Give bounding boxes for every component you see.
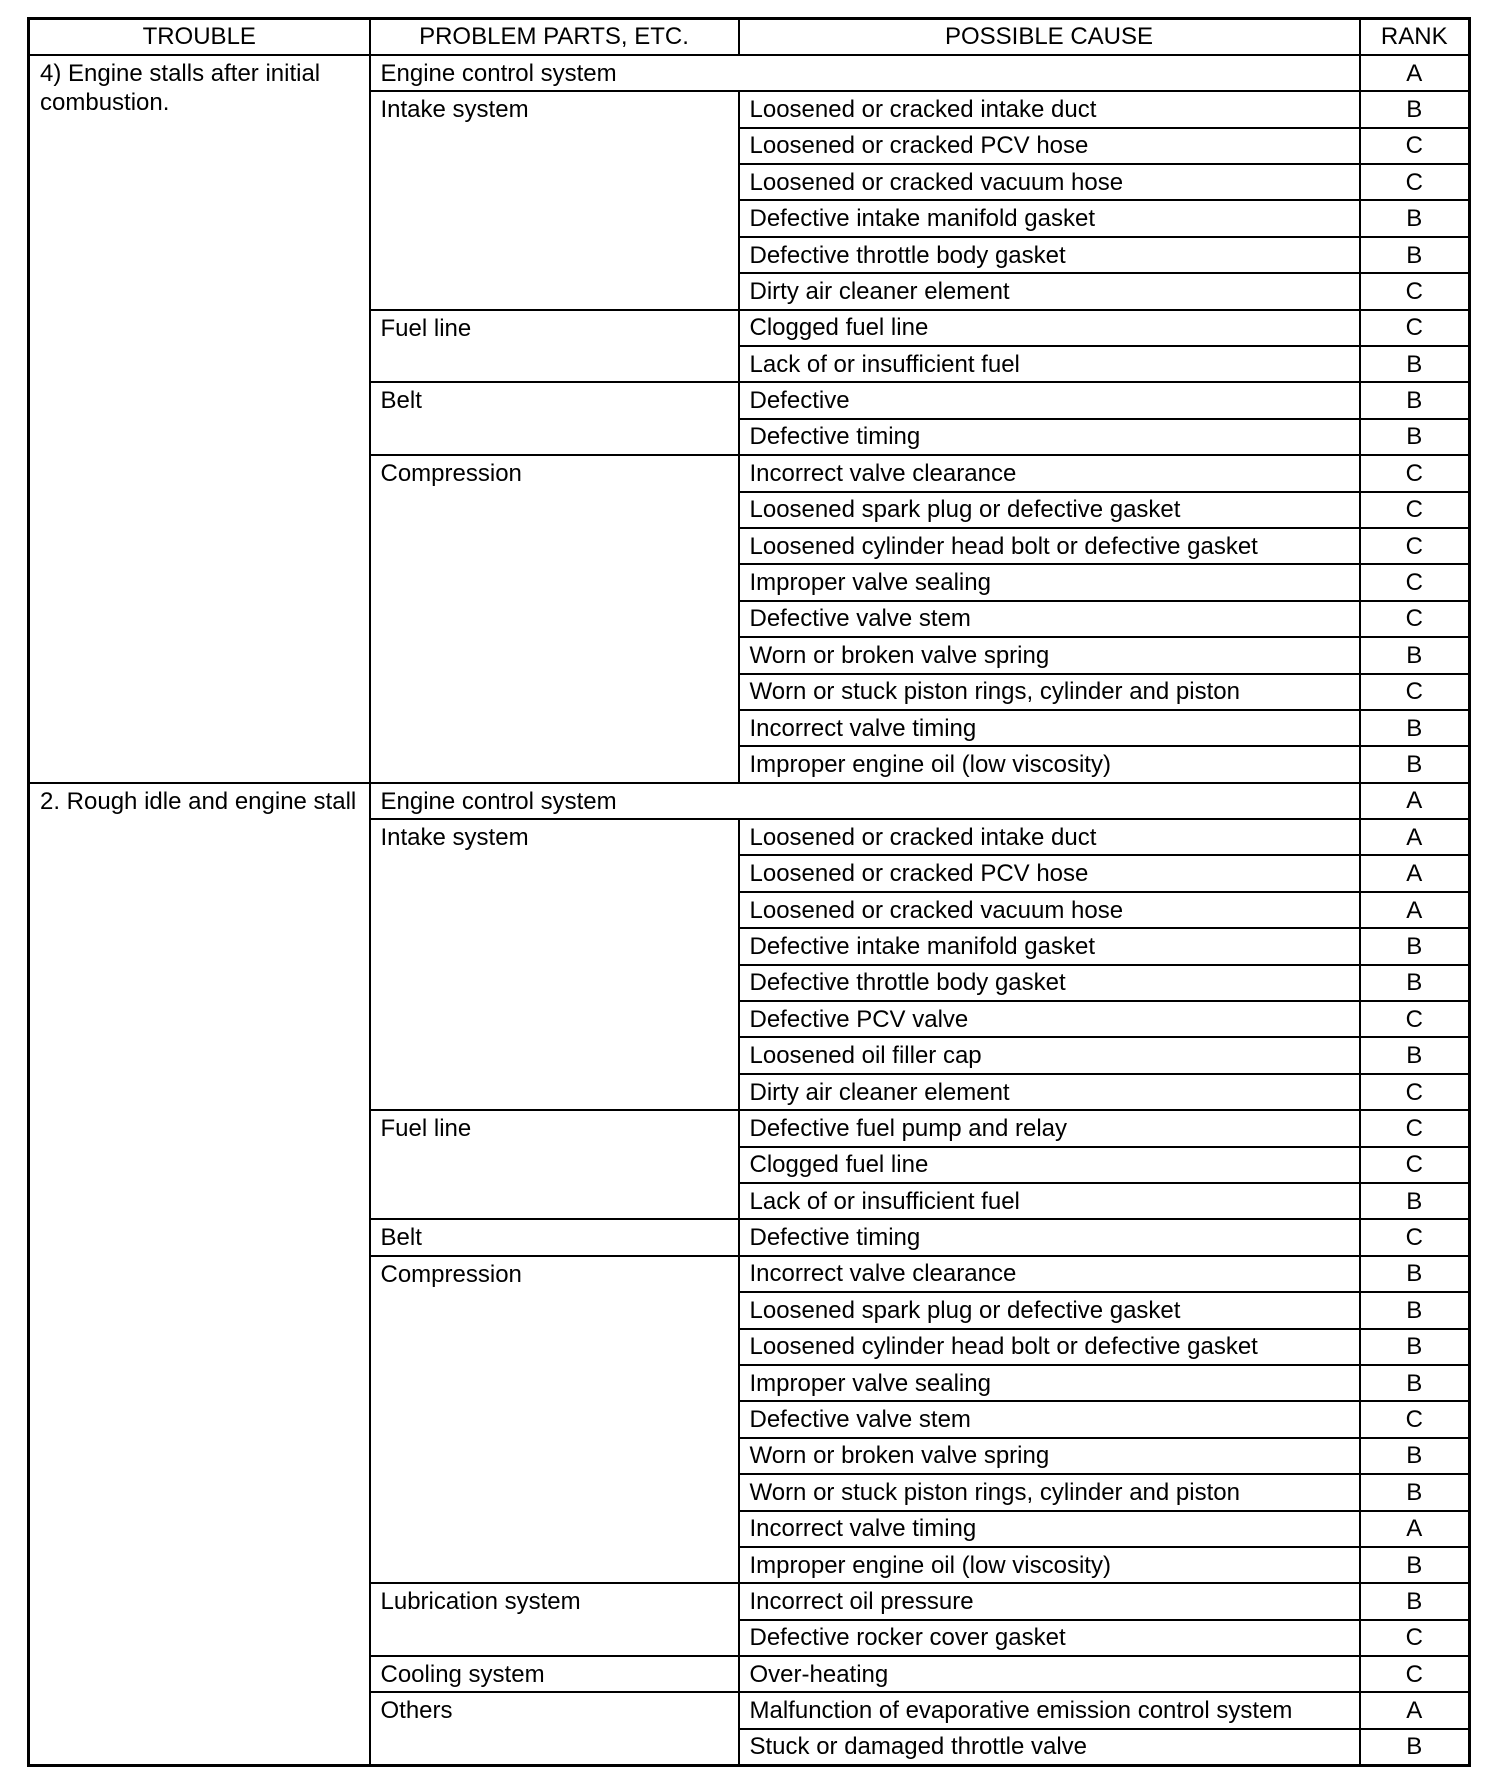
rank-cell: A	[1360, 855, 1470, 891]
rank-cell: C	[1360, 528, 1470, 564]
possible-cause-cell: Loosened or cracked PCV hose	[739, 855, 1360, 891]
possible-cause-cell: Malfunction of evaporative emission control system	[739, 1692, 1360, 1728]
rank-cell: B	[1360, 1365, 1470, 1401]
possible-cause-cell: Clogged fuel line	[739, 1147, 1360, 1183]
problem-part-cell: Belt	[370, 1219, 739, 1255]
rank-cell: B	[1360, 1438, 1470, 1474]
rank-cell: B	[1360, 1474, 1470, 1510]
problem-part-cell: Cooling system	[370, 1656, 739, 1692]
possible-cause-cell: Over-heating	[739, 1656, 1360, 1692]
possible-cause-cell: Defective throttle body gasket	[739, 965, 1360, 1001]
rank-cell: A	[1360, 783, 1470, 819]
rank-cell: C	[1360, 1219, 1470, 1255]
header-trouble: TROUBLE	[29, 19, 370, 55]
rank-cell: B	[1360, 200, 1470, 236]
problem-part-cell: Engine control system	[370, 55, 1360, 91]
possible-cause-cell: Loosened or cracked vacuum hose	[739, 164, 1360, 200]
rank-cell: C	[1360, 164, 1470, 200]
rank-cell: B	[1360, 91, 1470, 127]
rank-cell: B	[1360, 346, 1470, 382]
rank-cell: B	[1360, 1037, 1470, 1073]
possible-cause-cell: Loosened oil filler cap	[739, 1037, 1360, 1073]
diagnosis-table	[27, 17, 1471, 1767]
rank-cell: B	[1360, 746, 1470, 782]
problem-part-cell: Intake system	[370, 819, 739, 1110]
problem-part-cell: Fuel line	[370, 310, 739, 383]
rank-cell: B	[1360, 237, 1470, 273]
problem-part-cell: Others	[370, 1692, 739, 1765]
possible-cause-cell: Lack of or insufficient fuel	[739, 1183, 1360, 1219]
rank-cell: C	[1360, 1110, 1470, 1146]
rank-cell: B	[1360, 1547, 1470, 1583]
rank-cell: A	[1360, 819, 1470, 855]
possible-cause-cell: Improper engine oil (low viscosity)	[739, 746, 1360, 782]
possible-cause-cell: Defective valve stem	[739, 1401, 1360, 1437]
possible-cause-cell: Defective intake manifold gasket	[739, 928, 1360, 964]
problem-part-cell: Belt	[370, 382, 739, 455]
rank-cell: A	[1360, 1692, 1470, 1728]
possible-cause-cell: Loosened spark plug or defective gasket	[739, 492, 1360, 528]
problem-part-cell: Intake system	[370, 91, 739, 309]
rank-cell: B	[1360, 928, 1470, 964]
possible-cause-cell: Clogged fuel line	[739, 310, 1360, 346]
possible-cause-cell: Worn or broken valve spring	[739, 1438, 1360, 1474]
possible-cause-cell: Loosened cylinder head bolt or defective gasket	[739, 1329, 1360, 1365]
rank-cell: C	[1360, 1620, 1470, 1656]
rank-cell: C	[1360, 1001, 1470, 1037]
possible-cause-cell: Defective timing	[739, 419, 1360, 455]
possible-cause-cell: Improper valve sealing	[739, 564, 1360, 600]
possible-cause-cell: Loosened or cracked PCV hose	[739, 128, 1360, 164]
possible-cause-cell: Incorrect valve timing	[739, 710, 1360, 746]
header-problem-parts: PROBLEM PARTS, ETC.	[370, 19, 739, 55]
possible-cause-cell: Defective valve stem	[739, 601, 1360, 637]
possible-cause-cell: Incorrect valve clearance	[739, 455, 1360, 491]
table-row	[29, 55, 1470, 91]
table-body	[29, 55, 1470, 1765]
possible-cause-cell: Defective	[739, 382, 1360, 418]
problem-part-cell: Compression	[370, 455, 739, 783]
possible-cause-cell: Dirty air cleaner element	[739, 1074, 1360, 1110]
possible-cause-cell: Worn or stuck piston rings, cylinder and piston	[739, 674, 1360, 710]
rank-cell: B	[1360, 1729, 1470, 1765]
rank-cell: B	[1360, 1583, 1470, 1619]
possible-cause-cell: Loosened spark plug or defective gasket	[739, 1292, 1360, 1328]
possible-cause-cell: Incorrect valve timing	[739, 1511, 1360, 1547]
rank-cell: C	[1360, 1401, 1470, 1437]
header-row	[29, 19, 1470, 55]
possible-cause-cell: Improper engine oil (low viscosity)	[739, 1547, 1360, 1583]
rank-cell: C	[1360, 128, 1470, 164]
possible-cause-cell: Stuck or damaged throttle valve	[739, 1729, 1360, 1765]
possible-cause-cell: Defective intake manifold gasket	[739, 200, 1360, 236]
rank-cell: C	[1360, 273, 1470, 309]
header-rank: RANK	[1360, 19, 1470, 55]
possible-cause-cell: Defective timing	[739, 1219, 1360, 1255]
rank-cell: B	[1360, 1256, 1470, 1292]
trouble-cell: 4) Engine stalls after initial combustion.	[29, 55, 370, 783]
rank-cell: B	[1360, 1329, 1470, 1365]
possible-cause-cell: Defective throttle body gasket	[739, 237, 1360, 273]
problem-part-cell: Engine control system	[370, 783, 1360, 819]
rank-cell: B	[1360, 419, 1470, 455]
possible-cause-cell: Defective PCV valve	[739, 1001, 1360, 1037]
rank-cell: A	[1360, 892, 1470, 928]
table-row	[29, 783, 1470, 819]
problem-part-cell: Compression	[370, 1256, 739, 1584]
possible-cause-cell: Improper valve sealing	[739, 1365, 1360, 1401]
rank-cell: C	[1360, 1074, 1470, 1110]
possible-cause-cell: Defective rocker cover gasket	[739, 1620, 1360, 1656]
problem-part-cell: Fuel line	[370, 1110, 739, 1219]
rank-cell: B	[1360, 1183, 1470, 1219]
rank-cell: A	[1360, 1511, 1470, 1547]
possible-cause-cell: Worn or stuck piston rings, cylinder and piston	[739, 1474, 1360, 1510]
possible-cause-cell: Lack of or insufficient fuel	[739, 346, 1360, 382]
rank-cell: B	[1360, 637, 1470, 673]
rank-cell: C	[1360, 601, 1470, 637]
rank-cell: C	[1360, 674, 1470, 710]
rank-cell: A	[1360, 55, 1470, 91]
possible-cause-cell: Incorrect valve clearance	[739, 1256, 1360, 1292]
rank-cell: B	[1360, 965, 1470, 1001]
rank-cell: C	[1360, 310, 1470, 346]
rank-cell: C	[1360, 564, 1470, 600]
rank-cell: C	[1360, 1147, 1470, 1183]
rank-cell: B	[1360, 1292, 1470, 1328]
rank-cell: B	[1360, 710, 1470, 746]
possible-cause-cell: Loosened or cracked intake duct	[739, 819, 1360, 855]
possible-cause-cell: Defective fuel pump and relay	[739, 1110, 1360, 1146]
rank-cell: C	[1360, 1656, 1470, 1692]
possible-cause-cell: Loosened or cracked vacuum hose	[739, 892, 1360, 928]
header-possible-cause: POSSIBLE CAUSE	[739, 19, 1360, 55]
trouble-cell: 2. Rough idle and engine stall	[29, 783, 370, 1766]
rank-cell: C	[1360, 455, 1470, 491]
possible-cause-cell: Loosened or cracked intake duct	[739, 91, 1360, 127]
possible-cause-cell: Dirty air cleaner element	[739, 273, 1360, 309]
rank-cell: B	[1360, 382, 1470, 418]
problem-part-cell: Lubrication system	[370, 1583, 739, 1656]
possible-cause-cell: Worn or broken valve spring	[739, 637, 1360, 673]
possible-cause-cell: Loosened cylinder head bolt or defective gasket	[739, 528, 1360, 564]
possible-cause-cell: Incorrect oil pressure	[739, 1583, 1360, 1619]
rank-cell: C	[1360, 492, 1470, 528]
